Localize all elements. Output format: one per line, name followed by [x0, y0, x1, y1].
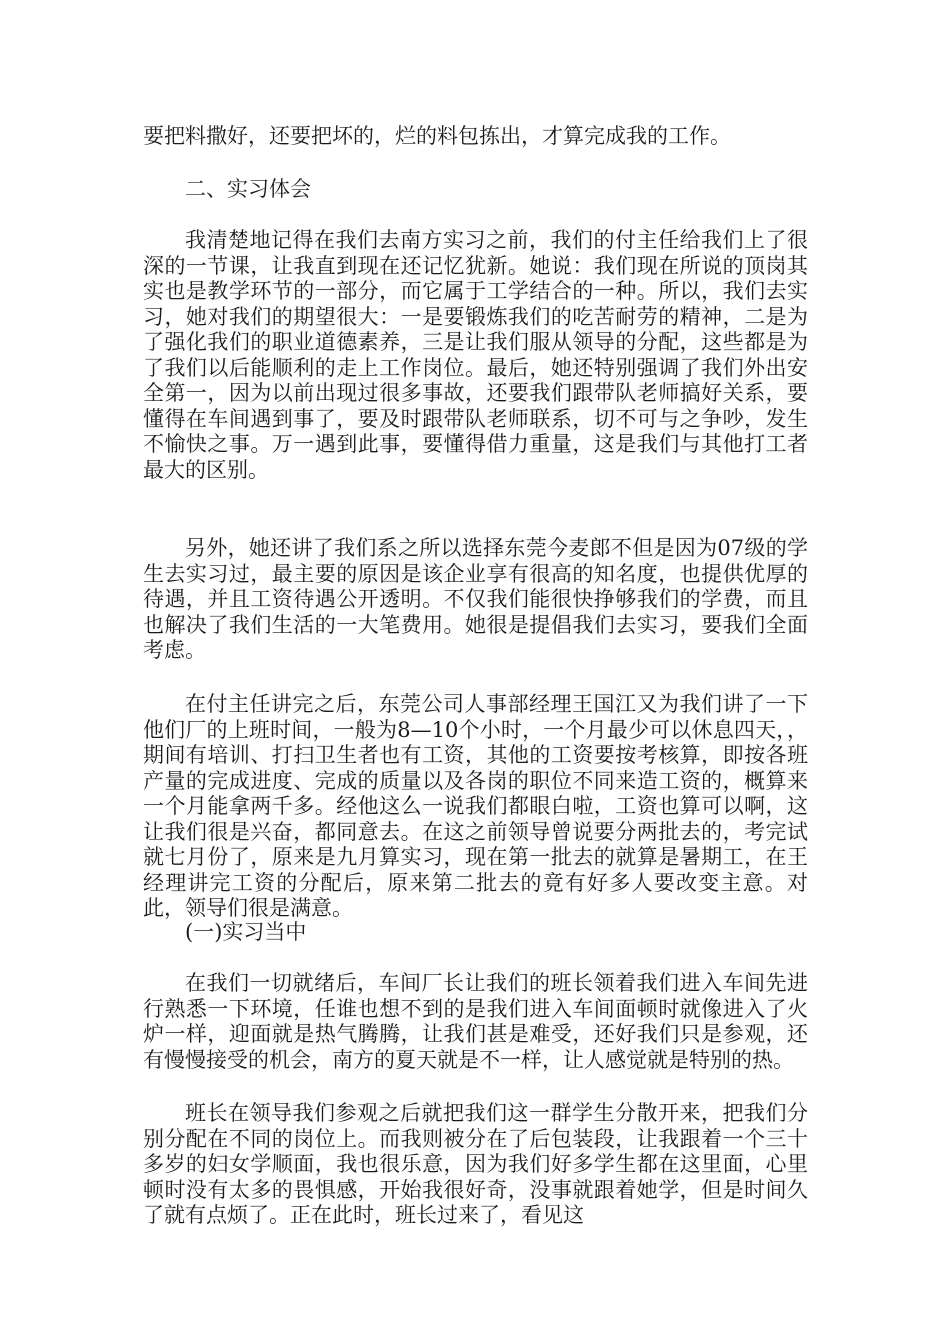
subsection-heading-during-internship: (一)实习当中: [185, 920, 307, 944]
paragraph-workshop-visit: 在我们一切就绪后，车间厂长让我们的班长领着我们进入车间先进行熟悉一下环境，任谁也想不到的是我们进入车间面顿时就像进入了火炉一样，迎面就是热气腾腾，让我们甚是难受，还好我们只是参观，还有慢慢接受的机会，南方的夏天就是不一样，让人感觉就是特别的热。: [143, 971, 808, 1072]
paragraph-director-lecture: 我清楚地记得在我们去南方实习之前，我们的付主任给我们上了很深的一节课，让我直到现在还记忆犹新。她说：我们现在所说的顶岗其实也是教学环节的一部分，而它属于工学结合的一种。所以，我们去实习，她对我们的期望很大：一是要锻炼我们的吃苦耐劳的精神，二是为了强化我们的职业道德素养，三是让我们服从领导的分配，这些都是为了我们以后能顺利的走上工作岗位。最后，她还特别强调了我们外出安全第一，因为以前出现过很多事故，还要我们跟带队老师搞好关系，要懂得在车间遇到事了，要及时跟带队老师联系，切不可与之争吵，发生不愉快之事。万一遇到此事，要懂得借力重量，这是我们与其他打工者最大的区别。: [143, 228, 808, 482]
section-heading-internship-experience: 二、实习体会: [185, 177, 311, 201]
paragraph-hr-manager-talk: 在付主任讲完之后，东莞公司人事部经理王国江又为我们讲了一下他们厂的上班时间，一般为8—10个小时，一个月最少可以休息四天，，期间有培训、打扫卫生者也有工资，其他的工资要按考核算，即按各班产量的完成进度、完成的质量以及各岗的职位不同来造工资的，概算来一个月能拿两千多。经他这么一说我们都眼白啦，工资也算可以啊，这让我们很是兴奋，都同意去。在这之前领导曾说要分两批去的，考完试就七月份了，原来是九月算实习，现在第一批去的就算是暑期工，在王经理讲完工资的分配后，原来第二批去的竟有好多人要改变主意。对此，领导们很是满意。: [143, 692, 808, 920]
paragraph-company-choice: 另外，她还讲了我们系之所以选择东莞今麦郎不但是因为07级的学生去实习过，最主要的原因是该企业享有很高的知名度，也提供优厚的待遇，并且工资待遇公开透明。不仅我们能很快挣够我们的学费，而且也解决了我们生活的一大笔费用。她很是提倡我们去实习，要我们全面考虑。: [143, 536, 808, 662]
paragraph-continuation: 要把料撒好，还要把坏的，烂的料包拣出，才算完成我的工作。: [143, 124, 731, 148]
paragraph-job-assignment: 班长在领导我们参观之后就把我们这一群学生分散开来，把我们分别分配在不同的岗位上。而我则被分在了后包装段，让我跟着一个三十多岁的妇女学顺面，我也很乐意，因为我们好多学生都在这里面，心里顿时没有太多的畏惧感，开始我很好奇，没事就跟着她学，但是时间久了就有点烦了。正在此时，班长过来了，看见这: [143, 1101, 808, 1227]
